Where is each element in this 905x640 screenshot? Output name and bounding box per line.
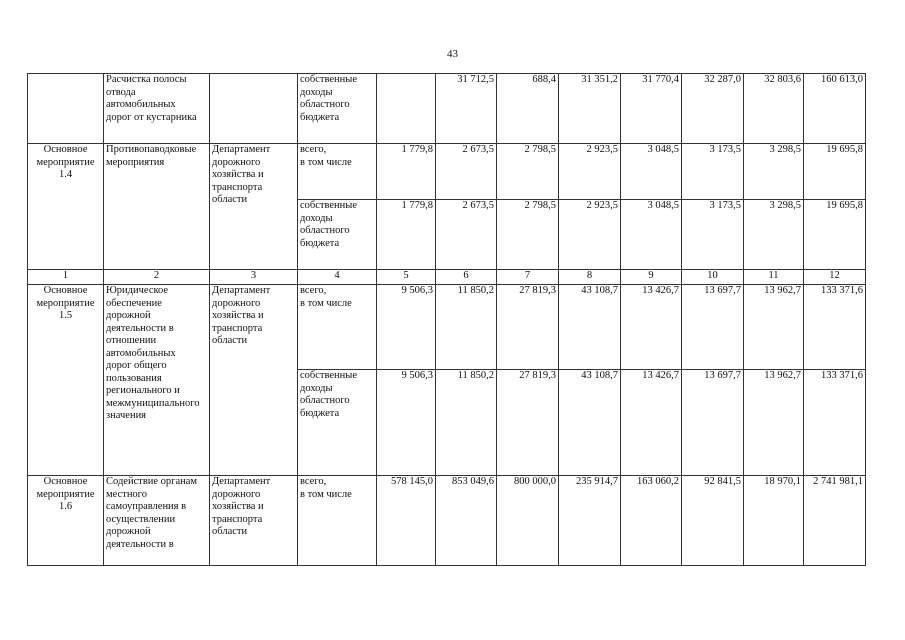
column-number: 12 [804, 270, 866, 285]
value-cell: 31 770,4 [621, 74, 682, 144]
funding-source-cell: всего, в том числе [298, 476, 377, 566]
value-cell: 2 798,5 [497, 144, 559, 200]
value-cell: 2 673,5 [436, 200, 497, 270]
value-cell: 43 108,7 [559, 370, 621, 476]
value-cell: 163 060,2 [621, 476, 682, 566]
budget-table [27, 73, 866, 566]
value-cell: 13 426,7 [621, 370, 682, 476]
funding-source-cell: собственные доходы областного бюджета [298, 74, 377, 144]
department-cell: Департамент дорожного хозяйства и транспорта области [210, 285, 298, 476]
column-number: 1 [28, 270, 104, 285]
value-cell: 2 741 981,1 [804, 476, 866, 566]
value-cell: 31 712,5 [436, 74, 497, 144]
column-number: 9 [621, 270, 682, 285]
value-cell: 160 613,0 [804, 74, 866, 144]
column-number: 6 [436, 270, 497, 285]
column-number: 7 [497, 270, 559, 285]
value-cell: 92 841,5 [682, 476, 744, 566]
value-cell: 3 173,5 [682, 144, 744, 200]
funding-source-cell: собственные доходы областного бюджета [298, 200, 377, 270]
value-cell: 11 850,2 [436, 285, 497, 370]
code-cell: Основное мероприятие 1.4 [28, 144, 104, 270]
value-cell: 11 850,2 [436, 370, 497, 476]
value-cell: 13 962,7 [744, 285, 804, 370]
value-cell: 27 819,3 [497, 370, 559, 476]
value-cell: 13 962,7 [744, 370, 804, 476]
value-cell: 18 970,1 [744, 476, 804, 566]
value-cell: 9 506,3 [377, 285, 436, 370]
table-row [28, 74, 866, 144]
value-cell: 3 173,5 [682, 200, 744, 270]
value-cell: 2 923,5 [559, 200, 621, 270]
column-number: 4 [298, 270, 377, 285]
value-cell: 3 048,5 [621, 144, 682, 200]
page-number: 43 [447, 48, 458, 60]
value-cell: 19 695,8 [804, 144, 866, 200]
value-cell: 3 298,5 [744, 200, 804, 270]
value-cell: 853 049,6 [436, 476, 497, 566]
value-cell: 2 923,5 [559, 144, 621, 200]
value-cell: 1 779,8 [377, 200, 436, 270]
value-cell: 13 697,7 [682, 285, 744, 370]
event-name-cell: Противопаводковые мероприятия [104, 144, 210, 270]
column-number: 8 [559, 270, 621, 285]
value-cell: 32 287,0 [682, 74, 744, 144]
value-cell: 43 108,7 [559, 285, 621, 370]
column-number: 10 [682, 270, 744, 285]
value-cell: 2 798,5 [497, 200, 559, 270]
value-cell: 13 426,7 [621, 285, 682, 370]
value-cell: 13 697,7 [682, 370, 744, 476]
code-cell: Основное мероприятие 1.5 [28, 285, 104, 476]
value-cell: 2 673,5 [436, 144, 497, 200]
table-row [28, 144, 866, 200]
value-cell: 1 779,8 [377, 144, 436, 200]
funding-source-cell: всего, в том числе [298, 285, 377, 370]
column-number-row [28, 270, 866, 285]
event-name-cell: Юридическое обеспечение дорожной деятельности в отношении автомобильных дорог общего пользования регионального и межмуниципального значения [104, 285, 210, 476]
value-cell: 800 000,0 [497, 476, 559, 566]
department-cell: Департамент дорожного хозяйства и транспорта области [210, 476, 298, 566]
code-cell [28, 74, 104, 144]
event-name-cell: Содействие органам местного самоуправления в осуществлении дорожной деятельности в [104, 476, 210, 566]
column-number: 5 [377, 270, 436, 285]
column-number: 11 [744, 270, 804, 285]
funding-source-cell: всего, в том числе [298, 144, 377, 200]
column-number: 2 [104, 270, 210, 285]
value-cell: 27 819,3 [497, 285, 559, 370]
value-cell: 32 803,6 [744, 74, 804, 144]
value-cell: 3 048,5 [621, 200, 682, 270]
value-cell: 235 914,7 [559, 476, 621, 566]
value-cell: 31 351,2 [559, 74, 621, 144]
funding-source-cell: собственные доходы областного бюджета [298, 370, 377, 476]
column-number: 3 [210, 270, 298, 285]
value-cell: 133 371,6 [804, 370, 866, 476]
code-cell: Основное мероприятие 1.6 [28, 476, 104, 566]
department-cell: Департамент дорожного хозяйства и транспорта области [210, 144, 298, 270]
value-cell: 9 506,3 [377, 370, 436, 476]
value-cell: 19 695,8 [804, 200, 866, 270]
value-cell: 578 145,0 [377, 476, 436, 566]
department-cell [210, 74, 298, 144]
value-cell: 3 298,5 [744, 144, 804, 200]
value-cell: 688,4 [497, 74, 559, 144]
event-name-cell: Расчистка полосы отвода автомобильных дорог от кустарника [104, 74, 210, 144]
value-cell: 133 371,6 [804, 285, 866, 370]
value-cell [377, 74, 436, 144]
table-row [28, 476, 866, 566]
table-row [28, 285, 866, 370]
